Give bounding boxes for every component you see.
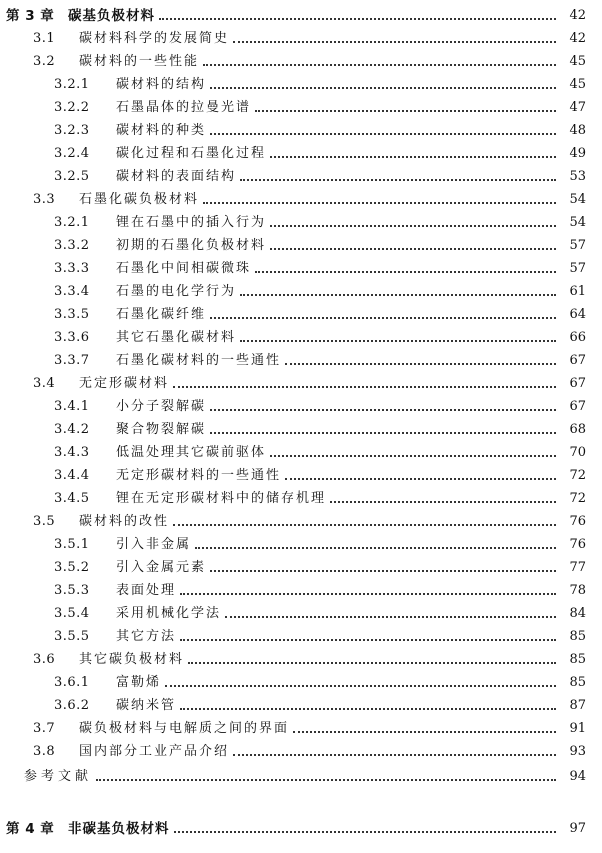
section-number: 3.3.7	[54, 353, 90, 368]
section-title: 石墨晶体的拉曼光谱	[116, 100, 252, 115]
dot-leader	[180, 708, 556, 710]
dot-leader	[240, 294, 556, 296]
section-number: 3.4	[33, 376, 56, 391]
section-number: 3.2.5	[54, 169, 90, 184]
toc-entry	[0, 73, 602, 93]
section-number: 3.4.3	[54, 445, 90, 460]
section-title: 其它碳负极材料	[79, 652, 185, 667]
toc-entry	[0, 188, 602, 208]
section-title: 其它石墨化碳材料	[116, 330, 237, 345]
page-number: 57	[569, 261, 586, 276]
chapter-title: 非碳基负极材料	[68, 821, 170, 837]
page-number: 72	[569, 468, 586, 483]
dot-leader	[203, 202, 556, 204]
section-title: 碳材料的表面结构	[116, 169, 237, 184]
dot-leader	[270, 248, 556, 250]
dot-leader	[255, 271, 556, 273]
section-number: 3.5.5	[54, 629, 90, 644]
toc-entry	[0, 165, 602, 185]
section-number: 3.3.6	[54, 330, 90, 345]
toc-entry	[0, 96, 602, 116]
toc-entry	[0, 464, 602, 484]
section-title: 石墨化中间相碳微珠	[116, 261, 252, 276]
dot-leader	[270, 156, 556, 158]
section-number: 3.2.2	[54, 100, 90, 115]
dot-leader	[270, 225, 556, 227]
toc-entry	[0, 326, 602, 346]
section-number: 3.5.1	[54, 537, 90, 552]
dot-leader	[195, 547, 556, 549]
dot-leader	[225, 616, 556, 618]
section-title: 碳化过程和石墨化过程	[116, 146, 267, 161]
page-number: 78	[569, 583, 586, 598]
section-title: 无定形碳材料的一些通性	[116, 468, 282, 483]
page-number: 61	[569, 284, 586, 299]
toc-entry	[0, 441, 602, 461]
section-title: 引入金属元素	[116, 560, 207, 575]
toc-entry	[0, 579, 602, 599]
page-number: 70	[569, 445, 586, 460]
toc-entry	[0, 487, 602, 507]
section-title: 石墨化碳纤维	[116, 307, 207, 322]
page-number: 48	[569, 123, 586, 138]
page-number: 91	[569, 721, 586, 736]
section-number: 3.8	[33, 744, 56, 759]
chapter-number: 第 4 章	[6, 821, 55, 837]
section-title: 锂在石墨中的插入行为	[116, 215, 267, 230]
section-title: 富勒烯	[116, 675, 162, 690]
section-number: 3.3	[33, 192, 56, 207]
dot-leader	[210, 133, 556, 135]
toc-entry	[0, 625, 602, 645]
chapter-3-entry	[0, 4, 602, 24]
section-title: 引入非金属	[116, 537, 192, 552]
toc-entry	[0, 303, 602, 323]
section-number: 3.5.2	[54, 560, 90, 575]
section-title: 低温处理其它碳前驱体	[116, 445, 267, 460]
section-title: 无定形碳材料	[79, 376, 170, 391]
page-number: 47	[569, 100, 586, 115]
toc-entry	[0, 280, 602, 300]
section-number: 3.2.4	[54, 146, 90, 161]
section-number: 3.6	[33, 652, 56, 667]
dot-leader	[188, 662, 556, 664]
page-number: 45	[569, 54, 586, 69]
page-number: 42	[569, 31, 586, 46]
page-number: 53	[569, 169, 586, 184]
section-number: 3.4.4	[54, 468, 90, 483]
section-title: 碳材料的种类	[116, 123, 207, 138]
dot-leader	[285, 363, 556, 365]
toc-entry	[0, 142, 602, 162]
section-number: 3.5.4	[54, 606, 90, 621]
page-number: 67	[569, 353, 586, 368]
section-title: 表面处理	[116, 583, 177, 598]
section-number: 3.3.5	[54, 307, 90, 322]
dot-leader	[240, 179, 556, 181]
section-title: 石墨化碳材料的一些通性	[116, 353, 282, 368]
page-number: 67	[569, 399, 586, 414]
toc-entry	[0, 211, 602, 231]
page-number: 85	[569, 675, 586, 690]
page-number: 94	[569, 769, 586, 784]
section-number: 3.5.3	[54, 583, 90, 598]
dot-leader	[210, 432, 556, 434]
dot-leader	[270, 455, 556, 457]
section-number: 3.3.2	[54, 238, 90, 253]
section-title: 国内部分工业产品介绍	[79, 744, 230, 759]
page-number: 87	[569, 698, 586, 713]
dot-leader	[165, 685, 556, 687]
toc-entry	[0, 50, 602, 70]
section-title: 石墨化碳负极材料	[79, 192, 200, 207]
dot-leader	[233, 754, 556, 756]
section-title: 碳材料的改性	[79, 514, 170, 529]
dot-leader	[210, 409, 556, 411]
toc-entry	[0, 717, 602, 737]
section-title: 碳材料科学的发展简史	[79, 31, 230, 46]
section-number: 3.6.1	[54, 675, 90, 690]
references-entry	[0, 765, 602, 785]
dot-leader	[293, 731, 556, 733]
page-number: 42	[569, 8, 586, 23]
dot-leader	[210, 87, 556, 89]
dot-leader	[174, 831, 557, 833]
section-title: 碳负极材料与电解质之间的界面	[79, 721, 290, 736]
toc-entry	[0, 257, 602, 277]
toc-entry	[0, 395, 602, 415]
page-number: 45	[569, 77, 586, 92]
section-title: 碳材料的一些性能	[79, 54, 200, 69]
section-title: 锂在无定形碳材料中的储存机理	[116, 491, 327, 506]
toc-entry	[0, 694, 602, 714]
section-number: 3.4.1	[54, 399, 90, 414]
page-number: 97	[569, 821, 586, 836]
section-number: 3.4.2	[54, 422, 90, 437]
page-number: 67	[569, 376, 586, 391]
dot-leader	[233, 41, 556, 43]
toc-entry	[0, 234, 602, 254]
page-number: 57	[569, 238, 586, 253]
dot-leader	[203, 64, 556, 66]
section-title: 聚合物裂解碳	[116, 422, 207, 437]
page-number: 93	[569, 744, 586, 759]
chapter-title: 碳基负极材料	[68, 8, 155, 24]
toc-entry	[0, 349, 602, 369]
chapter-number: 第 3 章	[6, 8, 55, 24]
dot-leader	[159, 18, 556, 20]
chapter-4-entry	[0, 817, 602, 837]
toc-entry	[0, 556, 602, 576]
dot-leader	[173, 524, 556, 526]
section-number: 3.1	[33, 31, 56, 46]
toc-entry	[0, 372, 602, 392]
dot-leader	[173, 386, 556, 388]
dot-leader	[210, 317, 556, 319]
section-number: 3.5	[33, 514, 56, 529]
section-title: 石墨的电化学行为	[116, 284, 237, 299]
toc-entry	[0, 119, 602, 139]
page-number: 68	[569, 422, 586, 437]
page-number: 49	[569, 146, 586, 161]
section-number: 3.7	[33, 721, 56, 736]
section-title: 碳纳米管	[116, 698, 177, 713]
section-title: 采用机械化学法	[116, 606, 222, 621]
page-number: 76	[569, 514, 586, 529]
dot-leader	[180, 593, 556, 595]
section-number: 3.4.5	[54, 491, 90, 506]
dot-leader	[180, 639, 556, 641]
section-number: 3.3.3	[54, 261, 90, 276]
page-number: 64	[569, 307, 586, 322]
toc-entry	[0, 602, 602, 622]
toc-entry	[0, 418, 602, 438]
page-number: 77	[569, 560, 586, 575]
toc-entry	[0, 27, 602, 47]
page-number: 85	[569, 629, 586, 644]
section-title: 其它方法	[116, 629, 177, 644]
references-title: 参考文献	[24, 769, 93, 784]
section-number: 3.6.2	[54, 698, 90, 713]
section-number: 3.2	[33, 54, 56, 69]
toc-entry	[0, 510, 602, 530]
dot-leader	[96, 779, 556, 781]
page-number: 66	[569, 330, 586, 345]
section-title: 初期的石墨化负极材料	[116, 238, 267, 253]
page-number: 54	[569, 192, 586, 207]
section-number: 3.2.3	[54, 123, 90, 138]
dot-leader	[255, 110, 556, 112]
page-number: 85	[569, 652, 586, 667]
section-number: 3.2.1	[54, 77, 90, 92]
section-title: 小分子裂解碳	[116, 399, 207, 414]
page-number: 72	[569, 491, 586, 506]
dot-leader	[330, 501, 556, 503]
toc-entry	[0, 671, 602, 691]
section-number: 3.2.1	[54, 215, 90, 230]
section-number: 3.3.4	[54, 284, 90, 299]
toc-entry	[0, 740, 602, 760]
dot-leader	[240, 340, 556, 342]
section-title: 碳材料的结构	[116, 77, 207, 92]
dot-leader	[210, 570, 556, 572]
page-number: 54	[569, 215, 586, 230]
page-number: 76	[569, 537, 586, 552]
page-number: 84	[569, 606, 586, 621]
toc-entry	[0, 648, 602, 668]
toc-entry	[0, 533, 602, 553]
dot-leader	[285, 478, 556, 480]
